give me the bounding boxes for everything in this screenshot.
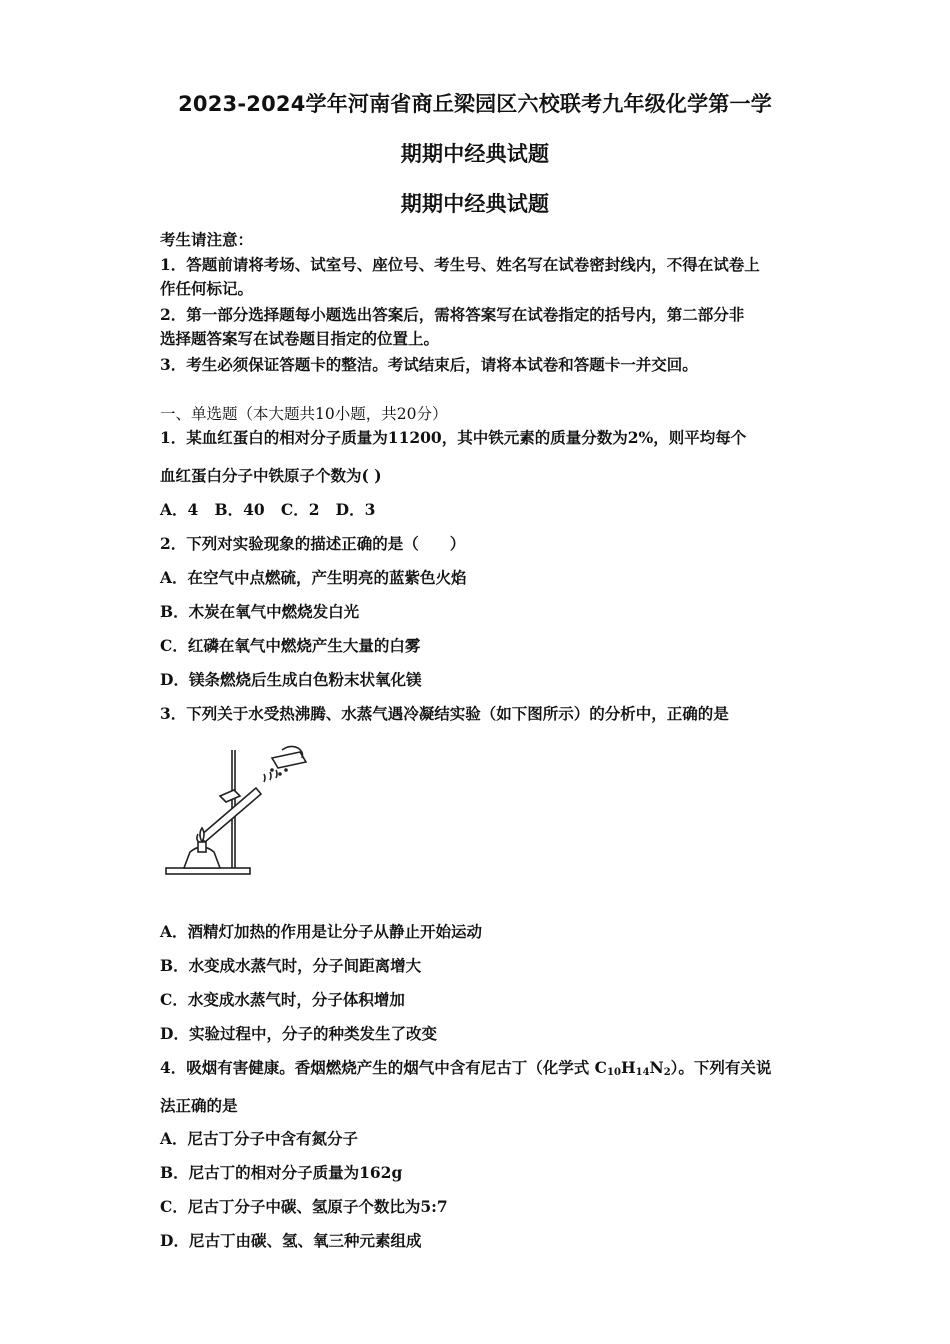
notice-item-2-line-2: 选择题答案写在试卷题目指定的位置上。 [160,329,440,348]
q3-option-a: A．酒精灯加热的作用是让分子从静止开始运动 [160,922,483,941]
notice-item-3: 3．考生必须保证答题卡的整洁。考试结束后，请将本试卷和答题卡一并交回。 [160,355,698,374]
exam-title-line-2: 期期中经典试题 [400,142,550,166]
q3-option-b: B．水变成水蒸气时，分子间距离增大 [160,956,422,975]
q3-option-c: C．水变成水蒸气时，分子体积增加 [160,990,405,1009]
notice-heading: 考生请注意： [160,230,254,249]
q4-stem-post: ）。下列有关说 [670,1058,772,1077]
q4-option-d: D．尼古丁由碳、氢、氧三种元素组成 [160,1231,422,1250]
exam-title-line-3: 期期中经典试题 [400,192,550,216]
q4-formula-sub-c: 10 [607,1067,621,1078]
notice-item-1-line-2: 作任何标记。 [160,279,254,298]
q3-option-d: D．实验过程中，分子的种类发生了改变 [160,1024,437,1043]
q1-stem-line-2: 血红蛋白分子中铁原子个数为( ) [160,466,382,485]
q4-option-a: A．尼古丁分子中含有氮分子 [160,1129,359,1148]
q4-option-c: C．尼古丁分子中碳、氢原子个数比为5:7 [160,1197,448,1216]
q2-option-c: C．红磷在氧气中燃烧产生大量的白雾 [160,636,421,655]
q4-stem-line-1 [160,1056,800,1078]
notice-item-2-line-1: 2．第一部分选择题每小题选出答案后，需将答案写在试卷指定的括号内，第二部分非 [160,305,745,324]
q4-formula-n: N [649,1058,664,1077]
q2-stem: 2．下列对实验现象的描述正确的是（ ） [160,534,466,553]
exam-title-line-1: 2023-2024学年河南省商丘梁园区六校联考九年级化学第一学 [178,92,772,116]
q2-option-d: D．镁条燃烧后生成白色粉末状氧化镁 [160,670,422,689]
q4-option-b: B．尼古丁的相对分子质量为162g [160,1163,403,1182]
q2-option-b: B．木炭在氧气中燃烧发白光 [160,602,360,621]
q4-stem-line-2: 法正确的是 [160,1096,238,1115]
q4-formula-sub-h: 14 [635,1067,650,1078]
q3-stem: 3．下列关于水受热沸腾、水蒸气遇冷凝结实验（如下图所示）的分析中，正确的是 [160,704,729,723]
q4-formula-sub-n: 2 [663,1067,671,1078]
q1-options: A．4 B．40 C．2 D．3 [160,500,376,519]
notice-item-1-line-1: 1．答题前请将考场、试室号、座位号、考生号、姓名写在试卷密封线内，不得在试卷上 [160,255,760,274]
q2-option-a: A．在空气中点燃硫，产生明亮的蓝紫色火焰 [160,568,467,587]
q4-formula-h: H [620,1058,636,1077]
boiling-water-apparatus-figure [160,740,310,880]
q1-stem-line-1: 1．某血红蛋白的相对分子质量为11200，其中铁元素的质量分数为2%，则平均每个 [160,428,747,447]
section-heading: 一、单选题（本大题共10小题，共20分） [160,405,448,423]
q4-stem-pre: 4．吸烟有害健康。香烟燃烧产生的烟气中含有尼古丁（化学式 C [160,1058,608,1077]
